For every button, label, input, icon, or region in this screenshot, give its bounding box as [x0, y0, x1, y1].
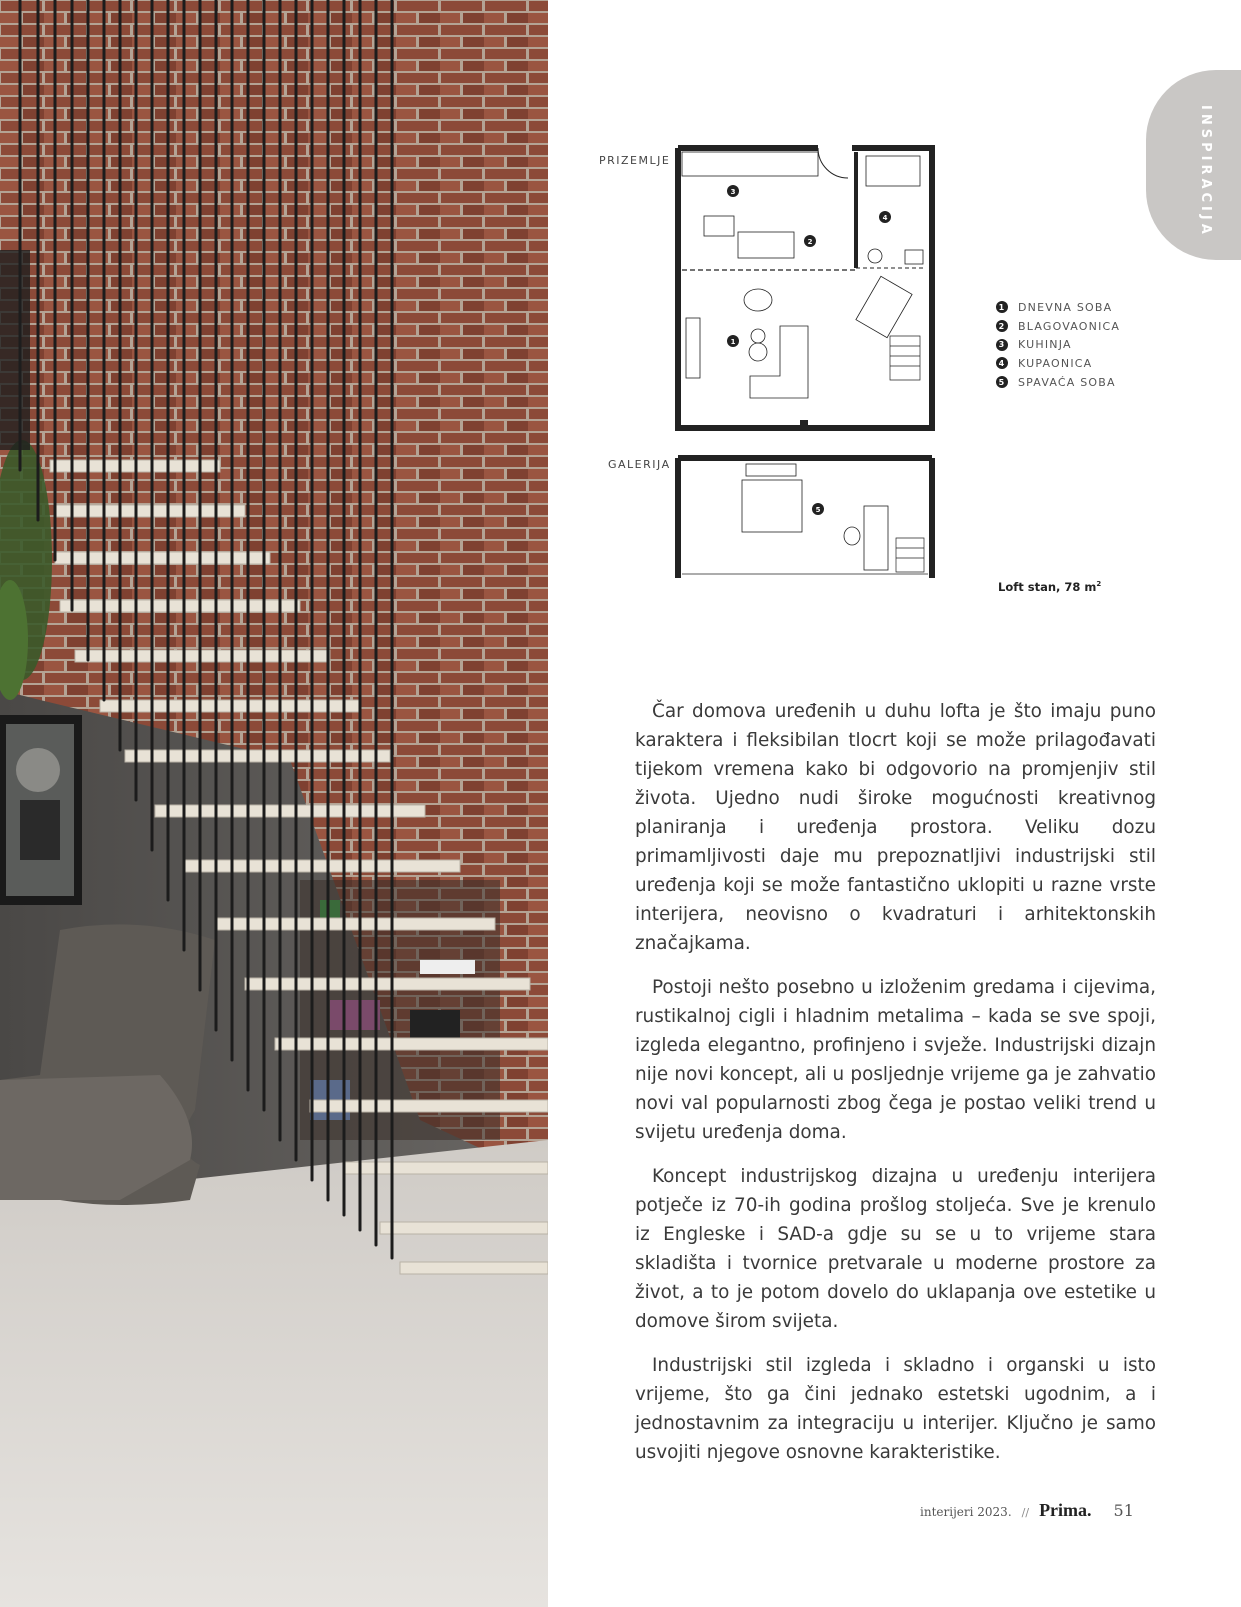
svg-text:4: 4: [882, 214, 888, 222]
publication-name: interijeri 2023.: [920, 1505, 1012, 1519]
svg-text:5: 5: [815, 506, 821, 514]
paragraph: Koncept industrijskog dizajna u uređenju interijera potječe iz 70-ih godina prošlog stoljeća. Sve je krenulo iz Engleske i SAD-a gdje su se u to vrijeme stara skladišta i tvornice pretvarale u moderne prostore za život, a to je potom dovelo do uklapanja ove estetike u domove širom svijeta.: [635, 1166, 1156, 1332]
section-tab-label: INSPIRACIJA: [1198, 105, 1213, 238]
footer-separator: //: [1021, 1506, 1030, 1519]
legend-number: 1: [996, 301, 1008, 313]
svg-text:1: 1: [730, 338, 736, 346]
legend-item: [996, 354, 1120, 373]
legend-label: KUHINJA: [1018, 338, 1072, 352]
legend-label: BLAGOVAONICA: [1018, 319, 1121, 333]
svg-text:3: 3: [730, 188, 736, 196]
article-body: [635, 697, 1156, 1482]
floor-plan-drawing: [670, 140, 950, 590]
legend-label: KUPAONICA: [1018, 356, 1093, 370]
legend-item: [996, 335, 1120, 354]
legend-label: SPAVAĆA SOBA: [1018, 375, 1116, 389]
legend-item: [996, 298, 1120, 317]
page-number: 51: [1113, 1501, 1134, 1520]
gallery-label: GALERIJA: [608, 458, 671, 471]
legend-number: 5: [996, 376, 1008, 388]
caption-superscript: 2: [1096, 580, 1102, 589]
paragraph: Postoji nešto posebno u izloženim gredama i cijevima, rustikalnoj cigli i hladnim metalima – kada se sve spoji, izgleda elegantno, profinjeno i svježe. Industrijski dizajn nije novi koncept, ali u posljednje vrijeme ga je zahvatio novi val popularnosti zbog čega je postao veliki trend u svijetu uređenja doma.: [635, 977, 1156, 1143]
floor-plan-legend: [996, 298, 1120, 391]
caption-text: Loft stan, 78 m: [998, 580, 1097, 594]
legend-number: 2: [996, 320, 1008, 332]
legend-item: [996, 373, 1120, 392]
svg-text:2: 2: [807, 238, 813, 246]
legend-number: 4: [996, 357, 1008, 369]
paragraph: Industrijski stil izgleda i skladno i organski u isto vrijeme, što ga čini jednako estetski ugodnim, a i jednostavnim za integraciju u interijer. Ključno je samo usvojiti njegove osnovne karakteristike.: [635, 1355, 1156, 1463]
page-footer: [920, 1500, 1160, 1524]
legend-label: DNEVNA SOBA: [1018, 300, 1113, 314]
legend-number: 3: [996, 339, 1008, 351]
paragraph: Čar domova uređenih u duhu lofta je što imaju puno karaktera i fleksibilan tlocrt koji se može prilagođavati tijekom vremena kako bi odgovorio na promjenjiv stil života. Ujedno nudi široke mogućnosti kreativnog planiranja i uređenja prostora. Veliku dozu primamljivosti daje mu prepoznatljivi industrijski stil uređenja koji se može fantastično uklopiti u razne vrste interijera, neovisno o kvadraturi i arhitektonskih značajkama.: [635, 701, 1156, 954]
brand-logo: Prima.: [1039, 1500, 1092, 1520]
floor-plan-caption: [998, 580, 1101, 594]
interior-photo: [0, 0, 548, 1607]
legend-item: [996, 317, 1120, 336]
ground-floor-label: PRIZEMLJE: [599, 154, 671, 167]
